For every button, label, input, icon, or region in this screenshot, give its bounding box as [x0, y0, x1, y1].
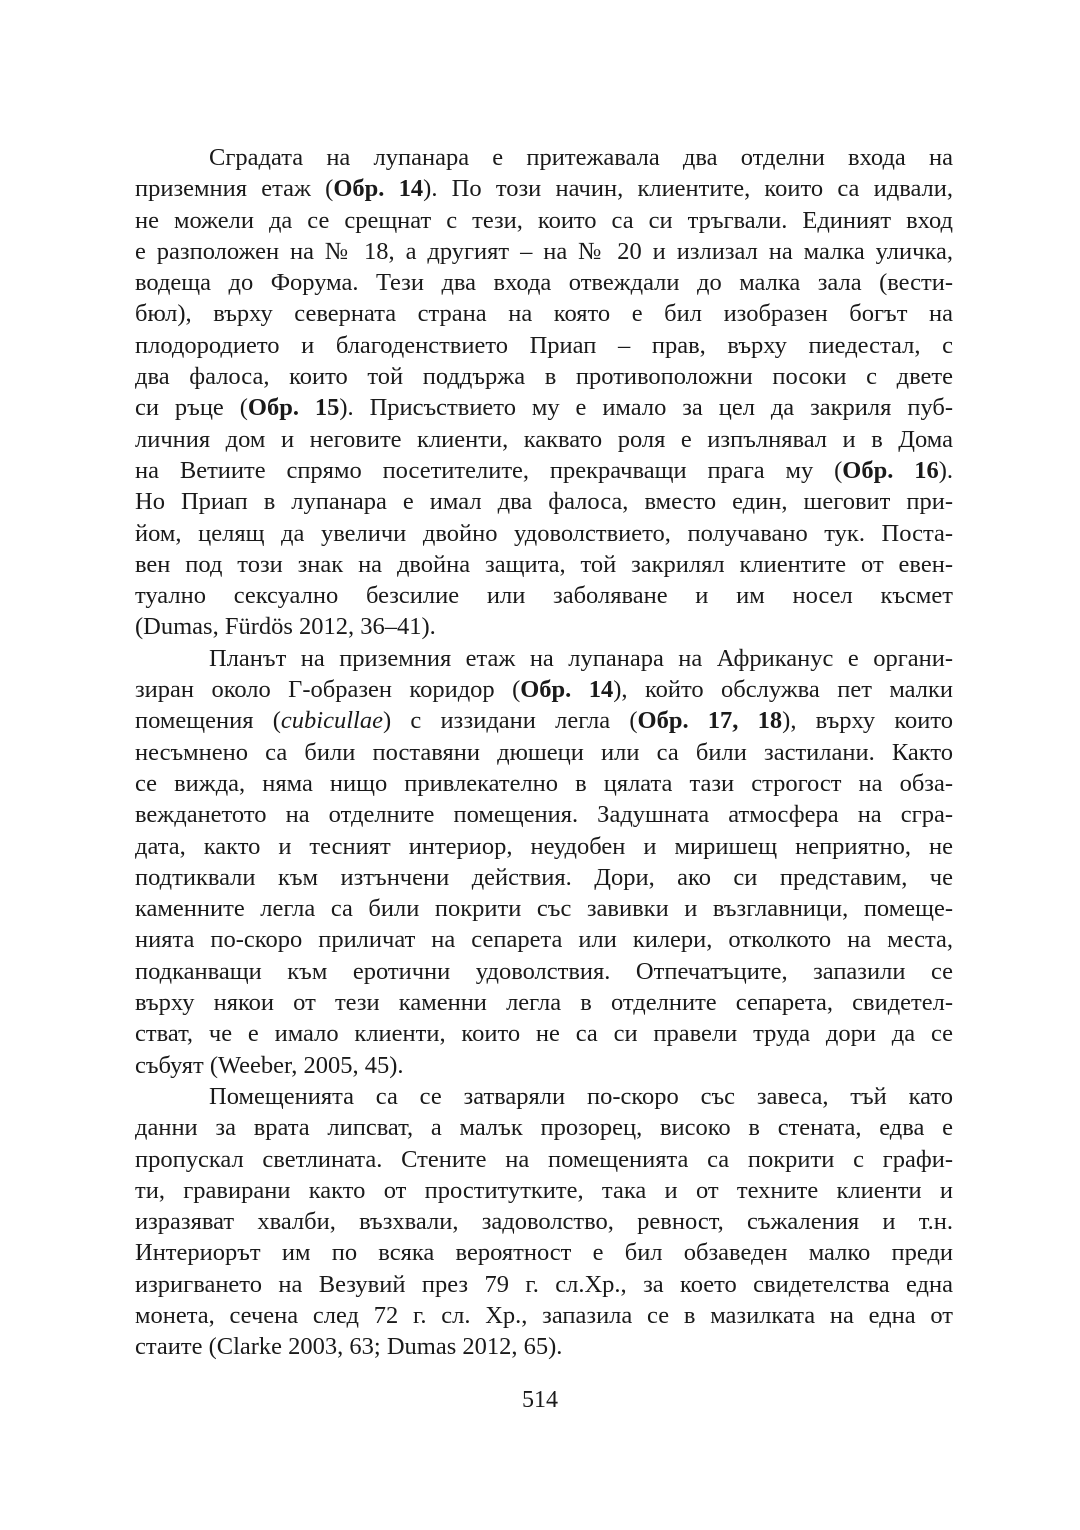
text-run: бюл), върху северната страна на която е бил изобразен богът на [135, 300, 953, 328]
text-line [135, 1144, 953, 1175]
text-run: каменните легла са били покрити със завивки и възглавници, помеще- [135, 895, 953, 923]
text-run: ). По този начин, клиентите, които са идвали, [423, 175, 953, 203]
figure-reference: Обр. 17, 18 [637, 707, 783, 735]
text-line [135, 173, 953, 204]
text-line [135, 1018, 953, 1049]
figure-reference: Обр. 15 [247, 394, 340, 422]
text-run: не можели да се срещнат с тези, които са си тръгвали. Единият вход [135, 206, 953, 234]
text-run: стват, че е имало клиенти, които не са си правели труда дори да се [135, 1020, 953, 1048]
text-line [135, 298, 953, 329]
text-line [135, 956, 953, 987]
text-run: плодородието и благоденствието Приап – прав, върху пиедестал, с [135, 331, 953, 359]
text-run: вежданетото на отделните помещения. Задушната атмосфера на сгра- [135, 801, 953, 829]
text-run: нията по-скоро приличат на сепарета или килери, отколкото на места, [135, 926, 953, 954]
text-line [135, 924, 953, 955]
figure-reference: Обр. 16 [842, 456, 939, 484]
text-run: помещения ( [135, 707, 281, 735]
text-line [135, 831, 953, 862]
text-line [135, 1331, 953, 1362]
text-run: събуят (Weeber, 2005, 45). [135, 1051, 404, 1079]
text-line [135, 1206, 953, 1237]
text-line [135, 893, 953, 924]
text-line [135, 424, 953, 455]
text-run: се вижда, няма нищо привлекателно в цялата тази строгост на обза- [135, 769, 953, 797]
figure-reference: Обр. 14 [520, 676, 614, 704]
text-run: стаите (Clarke 2003, 63; Dumas 2012, 65). [135, 1333, 563, 1361]
text-line [135, 1112, 953, 1143]
text-line [135, 611, 953, 642]
text-line [135, 737, 953, 768]
text-line [135, 549, 953, 580]
text-run: приземния етаж ( [135, 175, 334, 203]
text-line [135, 1237, 953, 1268]
figure-reference: Обр. 14 [333, 175, 424, 203]
text-run: Интериорът им по всяка вероятност е бил обзаведен малко преди [135, 1239, 953, 1267]
text-line [135, 1081, 953, 1112]
text-line [135, 987, 953, 1018]
text-line [135, 862, 953, 893]
text-line [135, 392, 953, 423]
text-run: ти, гравирани както от проститутките, така и от техните клиенти и [135, 1176, 953, 1204]
text-run: ). [938, 456, 954, 484]
text-run: върху някои от тези каменни легла в отделните сепарета, свидетел- [135, 989, 953, 1017]
text-line [135, 518, 953, 549]
text-run: монета, сечена след 72 г. сл. Хр., запазила се в мазилката на една от [135, 1301, 953, 1329]
text-line [135, 705, 953, 736]
text-run: на Ветиите спрямо посетителите, прекрачващи прага му ( [135, 456, 843, 484]
text-run: пропускал светлината. Стените на помещенията са покрити с графи- [135, 1145, 953, 1173]
text-line [135, 267, 953, 298]
text-run: вен под този знак на двойна защита, той закрилял клиентите от евен- [135, 550, 953, 578]
text-run: Но Приап в лупанара е имал два фалоса, вместо един, шеговит при- [135, 488, 953, 516]
italic-term: cubicullae [280, 707, 383, 735]
paragraph [135, 643, 953, 1081]
text-run: Планът на приземния етаж на лупанара на Африканус е органи- [209, 644, 953, 672]
text-line [135, 455, 953, 486]
text-run: (Dumas, Fürdös 2012, 36–41). [135, 613, 436, 641]
text-run: Сградата на лупанара е притежавала два отделни входа на [209, 144, 953, 171]
text-run: е разположен на № 18, а другият – на № 20 и излизал на малка уличка, [135, 237, 953, 265]
text-run: ). Присъствието му е имало за цел да закриля пуб- [339, 394, 953, 422]
text-run: ), върху които [782, 707, 954, 735]
text-line [135, 1175, 953, 1206]
text-line [135, 361, 953, 392]
text-run: дата, както и тесният интериор, неудобен и миришещ неприятно, не [135, 832, 953, 860]
text-line [135, 674, 953, 705]
text-line [135, 1300, 953, 1331]
text-line [135, 580, 953, 611]
text-run: йом, целящ да увеличи двойно удоволствието, получавано тук. Поста- [135, 519, 953, 547]
text-line [135, 799, 953, 830]
text-line [135, 236, 953, 267]
text-run: изригването на Везувий през 79 г. сл.Хр., за което свидетелства една [135, 1270, 953, 1298]
text-run: два фалоса, които той поддържа в противоположни посоки с двете [135, 363, 953, 391]
text-run: подканващи към еротични удоволствия. Отпечатъците, запазили се [135, 957, 953, 985]
text-line [135, 486, 953, 517]
text-line [135, 142, 953, 173]
text-run: личния дом и неговите клиенти, каквато роля е изпълнявал и в Дома [135, 425, 953, 453]
text-run: несъмнено са били поставяни дюшеци или са били застилани. Както [135, 738, 953, 766]
text-run: туално сексуално безсилие или заболяване и им носел късмет [135, 582, 953, 610]
text-run: подтиквали към изтънчени действия. Дори, ако си представим, че [135, 863, 953, 891]
text-run: Помещенията са се затваряли по-скоро със завеса, тъй като [209, 1082, 953, 1110]
text-line [135, 643, 953, 674]
text-line [135, 330, 953, 361]
text-line [135, 1269, 953, 1300]
text-line [135, 768, 953, 799]
text-run: ) с иззидани легла ( [382, 707, 638, 735]
page-number: 514 [522, 1387, 558, 1413]
document-body [135, 142, 953, 1363]
text-line [135, 1050, 953, 1081]
text-run: си ръце ( [135, 394, 248, 422]
text-run: водеща до Форума. Тези два входа отвеждали до малка зала (вести- [135, 269, 953, 297]
text-run: зиран около Г-образен коридор ( [135, 676, 521, 704]
text-run: ), който обслужва пет малки [613, 676, 954, 704]
text-run: данни за врата липсват, а малък прозорец, високо в стената, едва е [135, 1114, 953, 1142]
text-line [135, 205, 953, 236]
paragraph [135, 1081, 953, 1363]
text-run: изразяват хвалби, възхвали, задоволство, ревност, съжаления и т.н. [135, 1208, 953, 1236]
paragraph [135, 142, 953, 643]
